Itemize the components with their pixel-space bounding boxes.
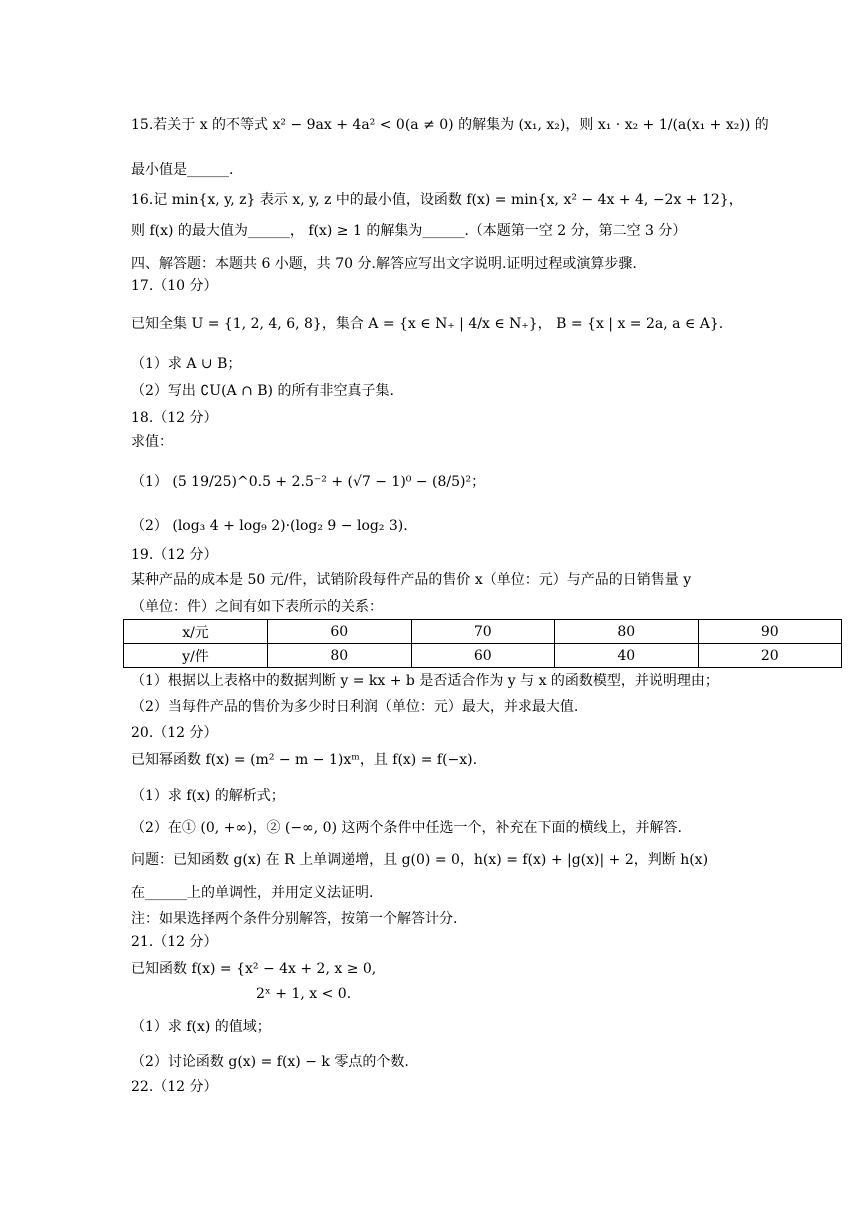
section-heading: 四、解答题：本题共 6 小题，共 70 分.解答应写出文字说明.证明过程或演算步骤. [131,256,637,272]
table-cell: 80 [555,620,699,644]
q20-header: 20.（12 分） [131,725,218,741]
q22-header: 22.（12 分） [131,1079,218,1095]
q17-part2: （2）写出 ∁U(A ∩ B) 的所有非空真子集. [131,383,394,399]
table-row [124,620,842,644]
q18-part1: （1） (5 19/25)^0.5 + 2.5⁻² + (√7 − 1)⁰ − (8/5)²； [131,474,486,490]
q21-part1: （1）求 f(x) 的值域； [131,1019,271,1035]
q20-note: 注：如果选择两个条件分别解答，按第一个解答计分. [131,911,458,927]
q21-part2: （2）讨论函数 g(x) = f(x) − k 零点的个数. [131,1054,409,1070]
q20-problem: 问题：已知函数 g(x) 在 R 上单调递增，且 g(0) = 0，h(x) = f(x) + |g(x)| + 2，判断 h(x) [131,852,709,868]
table-cell: 80 [268,644,412,668]
q21-header: 21.（12 分） [131,934,218,950]
table-cell: 90 [698,620,842,644]
q16-stem-cont: 则 f(x) 的最大值为______， f(x) ≥ 1 的解集为______.（本题第一空 2 分，第二空 3 分） [131,223,687,239]
q16-stem: 16.记 min{x, y, z} 表示 x, y, z 中的最小值，设函数 f(x) = min{x, x² − 4x + 4, −2x + 12}， [131,192,743,208]
table-cell: 60 [411,644,555,668]
price-sales-table [123,619,842,668]
q15-stem-cont: 最小值是______. [131,162,234,178]
q21-stem [131,959,376,979]
table-cell: y/件 [124,644,268,668]
q20-part1: （1）求 f(x) 的解析式； [131,788,285,804]
table-cell: 70 [411,620,555,644]
q18-part2: （2） (log₃ 4 + log₉ 2)·(log₂ 9 − log₂ 3). [131,518,408,534]
q19-stem: 某种产品的成本是 50 元/件，试销阶段每件产品的售价 x（单位：元）与产品的日销售量 y [131,572,692,588]
q21-stem-line2: 2ˣ + 1, x < 0. [256,986,352,1002]
table-cell: 20 [698,644,842,668]
q15-stem: 15.若关于 x 的不等式 x² − 9ax + 4a² < 0(a ≠ 0) 的解集为 (x₁, x₂)，则 x₁ · x₂ + 1/(a(x₁ + x₂)) 的 [131,117,769,133]
q17-header: 17.（10 分） [131,278,218,294]
table-cell: 60 [268,620,412,644]
q18-header: 18.（12 分） [131,410,218,426]
q20-problem-cont: 在______上的单调性，并用定义法证明. [131,885,374,901]
q20-stem: 已知幂函数 f(x) = (m² − m − 1)xᵐ，且 f(x) = f(−x). [131,752,478,768]
q17-part1: （1）求 A ∪ B； [131,356,242,372]
q20-part2: （2）在① (0, +∞)，② (−∞, 0) 这两个条件中任选一个，补充在下面的横线上，并解答. [131,820,682,836]
q21-stem-line1: 已知函数 f(x) = {x² − 4x + 2, x ≥ 0, [131,961,377,977]
q19-part2: （2）当每件产品的售价为多少时日利润（单位：元）最大，并求最大值. [131,699,579,715]
table-cell: x/元 [124,620,268,644]
q19-stem-cont: （单位：件）之间有如下表所示的关系： [131,599,383,615]
q17-stem: 已知全集 U = {1, 2, 4, 6, 8}，集合 A = {x ∈ N₊ | 4/x ∈ N₊}， B = {x | x = 2a, a ∈ A}. [131,316,724,332]
q19-part1: （1）根据以上表格中的数据判断 y = kx + b 是否适合作为 y 与 x 的函数模型，并说明理由； [131,673,719,689]
table-row [124,644,842,668]
q18-stem: 求值： [131,434,173,450]
table-cell: 40 [555,644,699,668]
q19-header: 19.（12 分） [131,547,218,563]
